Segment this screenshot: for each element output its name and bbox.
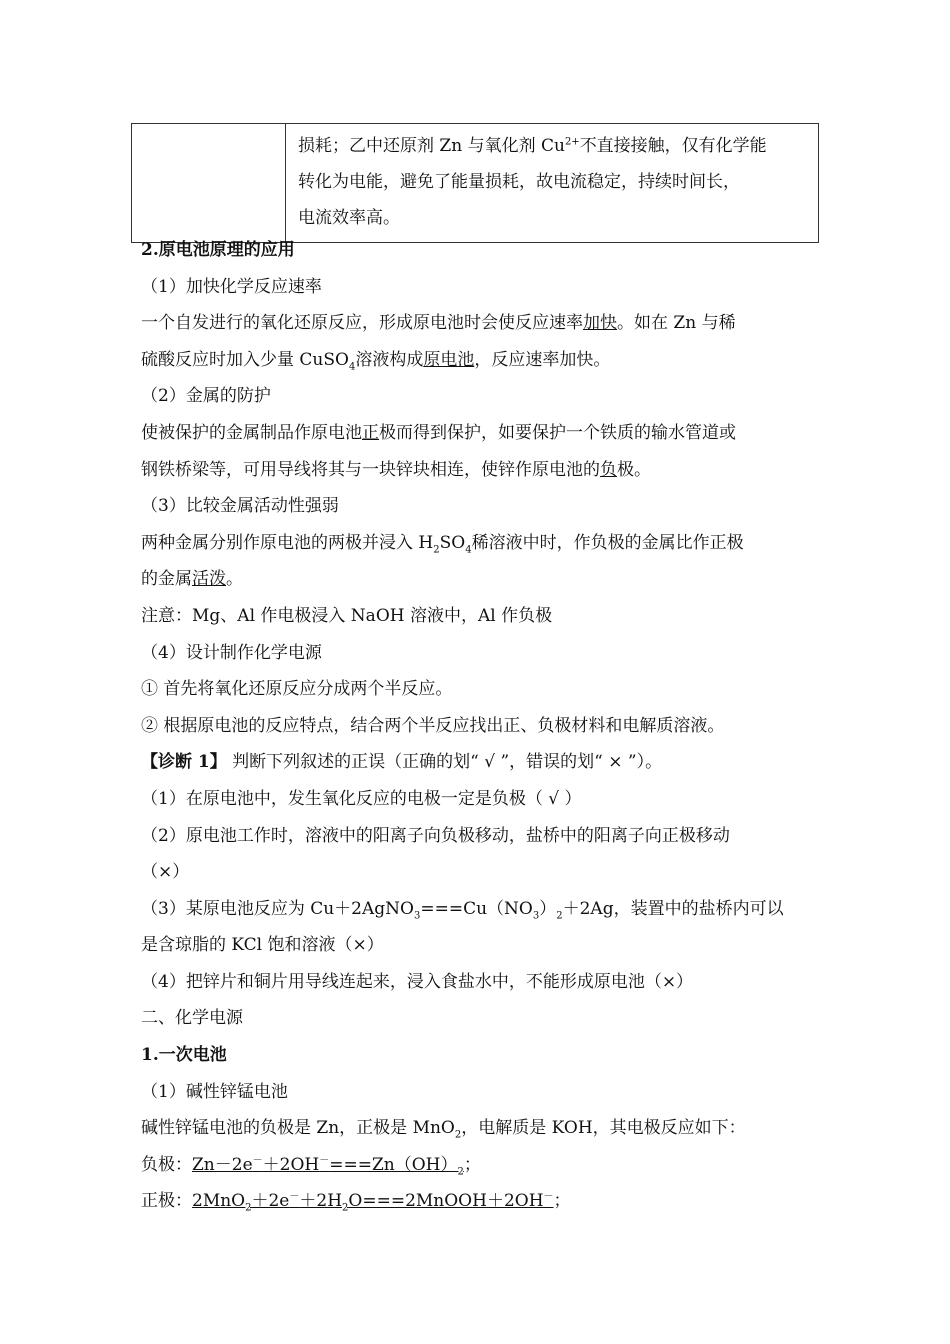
paragraph-line: 两种金属分别作原电池的两极并浸入 $H_2SO_4$稀溶液中时，作负极的金属比作正极	[141, 532, 744, 556]
diagnosis-intro: 【诊断 1】 判断下列叙述的正误（正确的划“ √ ”，错误的划“ × ”）。	[141, 752, 663, 773]
paragraph-line: 的金属活泼。	[141, 569, 243, 590]
table-line: 电流效率高。	[298, 208, 400, 228]
section-heading: 2.原电池原理的应用	[141, 240, 295, 260]
subsection-title: （1）碱性锌锰电池	[141, 1081, 288, 1102]
paragraph-line: 钢铁桥梁等，可用导线将其与一块锌块相连，使锌作原电池的负极。	[141, 459, 651, 480]
question-line: （1）在原电池中，发生氧化反应的电极一定是负极（ √ ）	[141, 788, 582, 809]
section-title: 二、化学电源	[141, 1008, 243, 1029]
subsection-title: （2）金属的防护	[141, 386, 271, 407]
answer-blank: 加快	[583, 313, 617, 334]
answer-blank: 负	[600, 459, 617, 480]
question-line: （3）某原电池反应为 $Cu+2AgNO_3===Cu(NO_3)_2+2Ag$，装置中的盐桥内可以	[141, 898, 784, 922]
table-row	[132, 124, 819, 243]
list-item: ② 根据原电池的反应特点，结合两个半反应找出正、负极材料和电解质溶液。	[141, 715, 725, 736]
continued-comparison-table	[131, 123, 819, 243]
paragraph-line: 一个自发进行的氧化还原反应，形成原电池时会使反应速率加快。如在 Zn 与稀	[141, 313, 736, 334]
answer-blank: 活泼	[192, 569, 226, 590]
question-line: （4）把锌片和铜片用导线连起来，浸入食盐水中，不能形成原电池（×）	[141, 971, 694, 992]
note-line: 注意：Mg、Al 作电极浸入 NaOH 溶液中，Al 作负极	[141, 605, 553, 626]
table-line: 转化为电能，避免了能量损耗，故电流稳定，持续时间长，	[298, 172, 740, 192]
paragraph-line: 硫酸反应时加入少量 CuSO$_4$溶液构成原电池，反应速率加快。	[141, 349, 611, 373]
positive-electrode-equation: 正极：$2MnO_2+2e^-+2H_2O===2MnOOH+2OH^-$；	[141, 1191, 571, 1214]
list-item: ① 首先将氧化还原反应分成两个半反应。	[141, 679, 453, 700]
question-line: （2）原电池工作时，溶液中的阳离子向负极移动，盐桥中的阳离子向正极移动	[141, 825, 730, 846]
subsection-title: （3）比较金属活动性强弱	[141, 496, 339, 517]
section-heading: 1.一次电池	[141, 1045, 227, 1066]
question-line: （×）	[141, 862, 190, 883]
answer-blank: 正	[362, 422, 379, 443]
paragraph-line: 使被保护的金属制品作原电池正极而得到保护，如要保护一个铁质的输水管道或	[141, 422, 736, 443]
question-line: 是含琼脂的 KCl 饱和溶液（×）	[141, 935, 384, 956]
table-cell-empty	[132, 124, 286, 243]
table-cell-text	[286, 124, 819, 243]
answer-blank: $Zn-2e^-+2OH^-===Zn(OH)_2$	[192, 1154, 464, 1178]
answer-blank: 原电池	[423, 349, 475, 370]
diagnosis-label: 【诊断 1】	[141, 752, 227, 773]
paragraph-line: 碱性锌锰电池的负极是 Zn，正极是 MnO$_2$，电解质是 KOH，其电极反应如下：	[141, 1118, 746, 1141]
table-line: 损耗；乙中还原剂 Zn 与氧化剂 $Cu^{2+}$不直接接触，仅有化学能	[298, 136, 767, 156]
subsection-title: （4）设计制作化学电源	[141, 642, 322, 663]
subsection-title: （1）加快化学反应速率	[141, 276, 322, 297]
document-body	[141, 232, 821, 1220]
negative-electrode-equation: 负极：$Zn-2e^-+2OH^-===Zn(OH)_2$；	[141, 1154, 481, 1178]
answer-blank: $2MnO_2+2e^-+2H_2O===2MnOOH+2OH^-$	[192, 1191, 554, 1214]
